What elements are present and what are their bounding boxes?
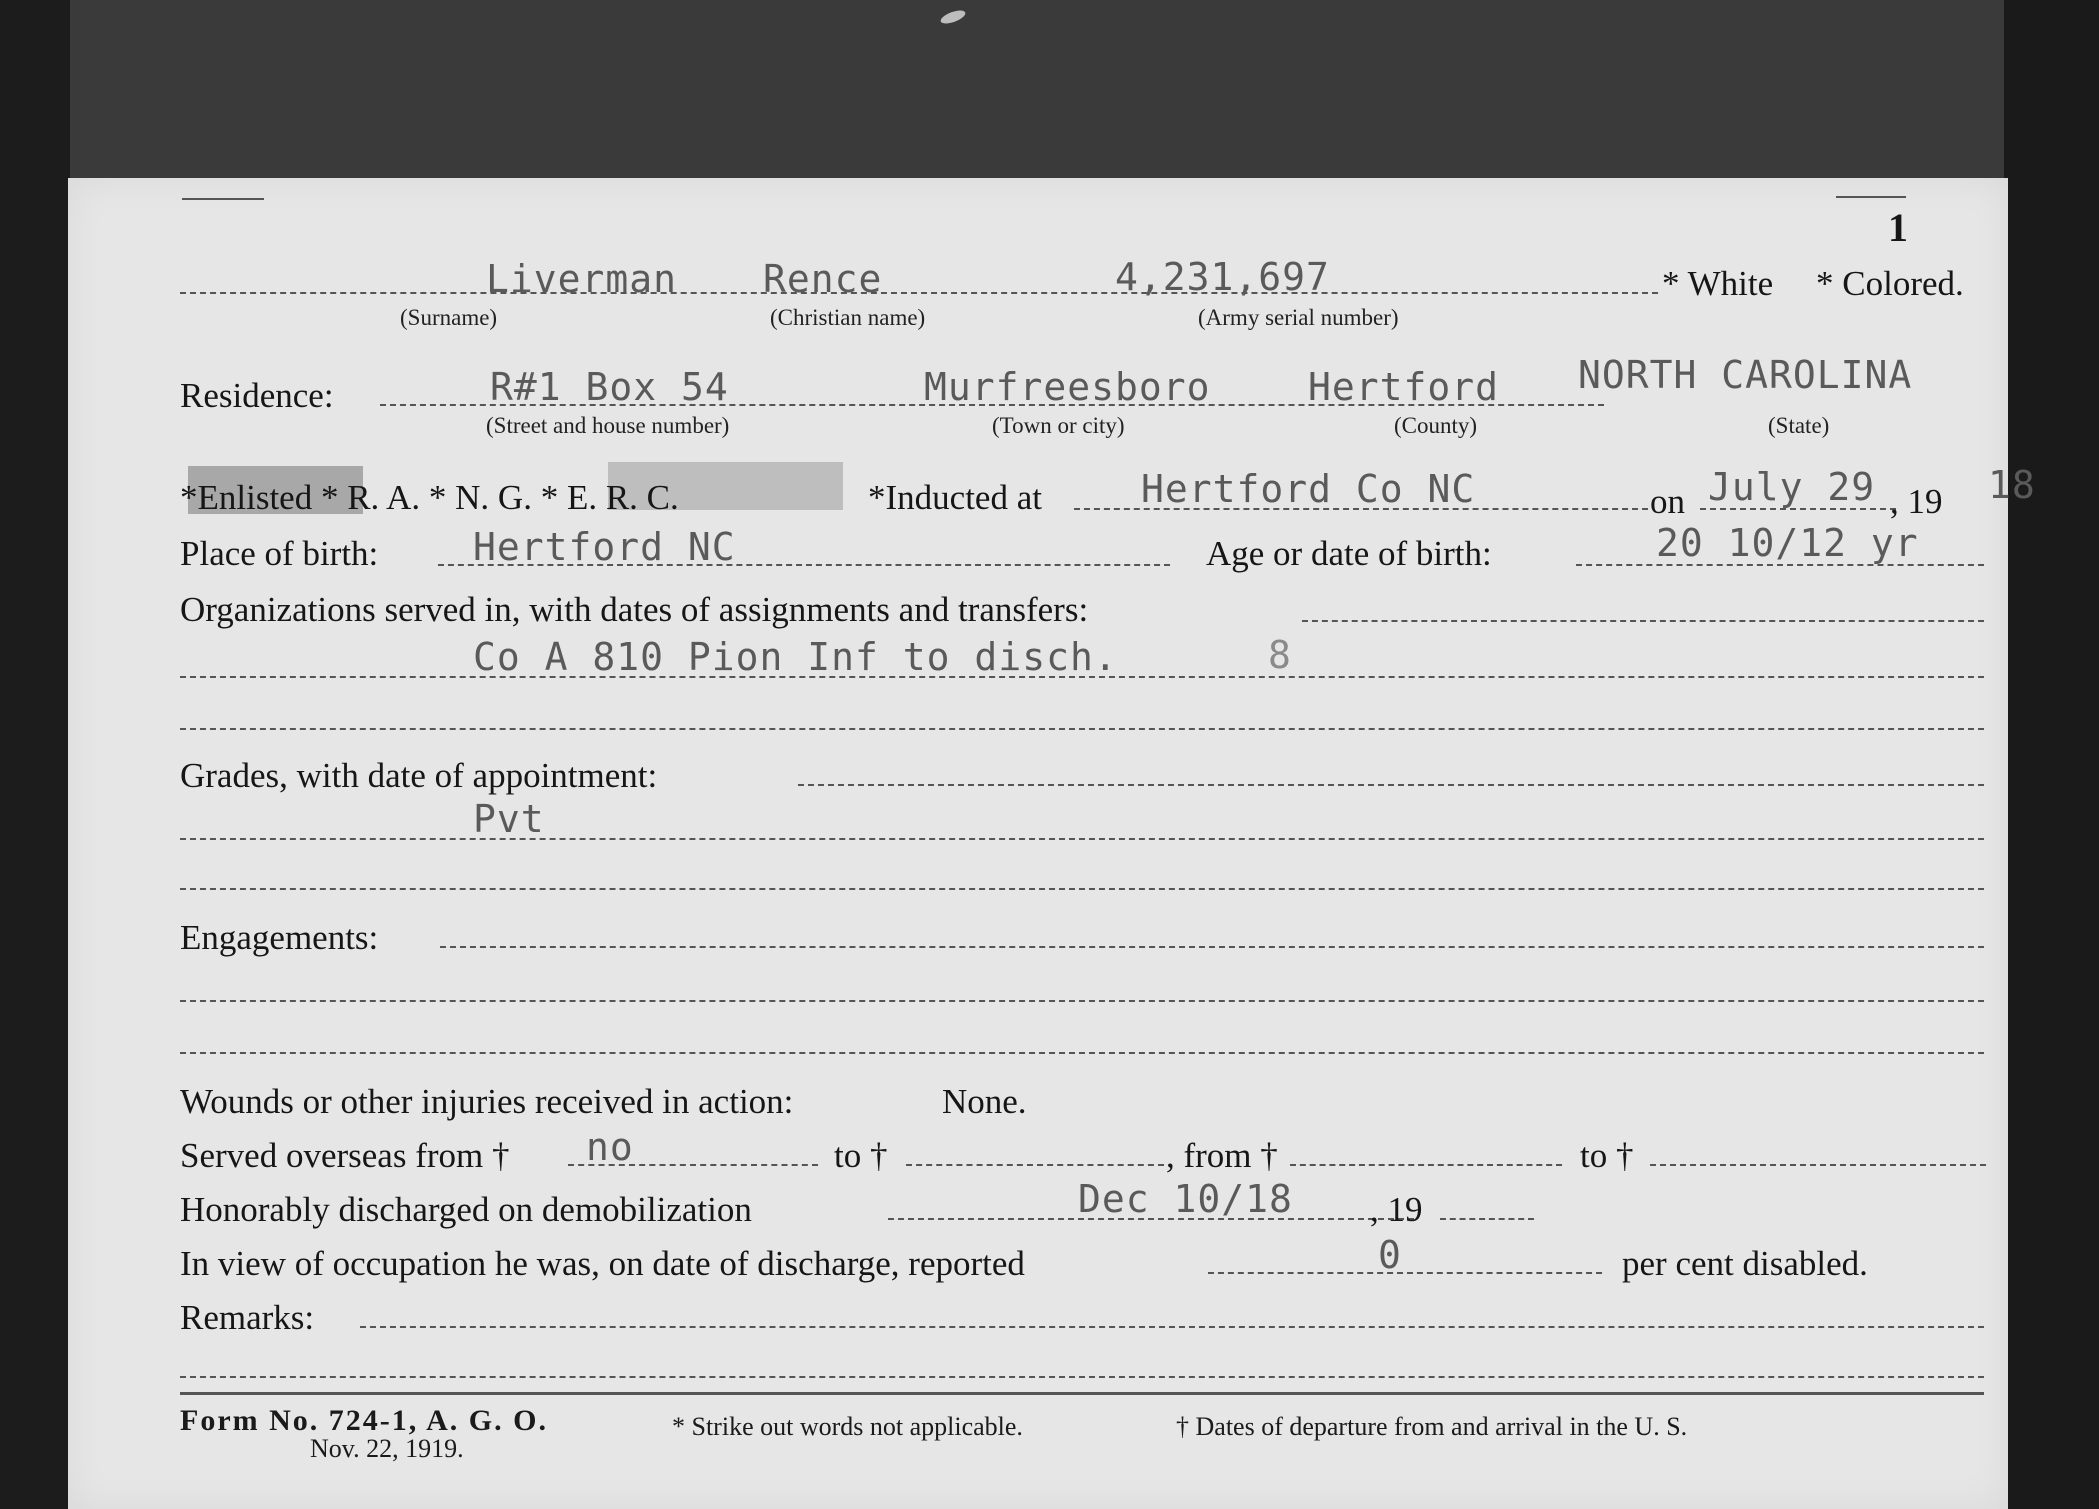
birth-place-label: Place of birth: (180, 534, 379, 573)
remarks-line-2 (180, 1376, 1984, 1378)
background-left-edge (0, 0, 70, 1509)
engagements-label: Engagements: (180, 918, 379, 957)
birth-place-value: Hertford NC (473, 525, 736, 569)
remarks-label: Remarks: (180, 1298, 315, 1337)
strike-note: * Strike out words not applicable. (672, 1412, 1023, 1441)
residence-street-value: R#1 Box 54 (490, 365, 729, 409)
inducted-label: *Inducted at (868, 478, 1042, 517)
overseas-from-label: Served overseas from † (180, 1136, 510, 1175)
disability-value: 0 (1378, 1233, 1402, 1277)
overseas-to2-line (1650, 1164, 1986, 1166)
residence-county-value: Hertford (1308, 365, 1500, 409)
dates-note: † Dates of departure from and arrival in the U. S. (1176, 1412, 1688, 1441)
age-value: 20 10/12 yr (1656, 521, 1919, 565)
top-right-rule (1836, 196, 1906, 198)
overseas-from2-label: , from † (1166, 1136, 1278, 1175)
organizations-label: Organizations served in, with dates of assignments and transfers: (180, 590, 1089, 629)
inducted-place-value: Hertford Co NC (1141, 467, 1476, 511)
engagements-line-3 (180, 1052, 1984, 1054)
serial-number-value: 4,231,697 (1115, 255, 1330, 299)
organizations-line-3 (180, 728, 1984, 730)
grades-entry: Pvt (473, 797, 545, 841)
colored-option: * Colored. (1816, 264, 1964, 303)
discharge-date-value: Dec 10/18 (1078, 1177, 1293, 1221)
residence-town-value: Murfreesboro (924, 365, 1211, 409)
name-line (180, 292, 1658, 294)
disability-suffix: per cent disabled. (1622, 1244, 1868, 1283)
service-record-card (68, 178, 2036, 1509)
top-left-rule (182, 198, 264, 200)
discharge-label: Honorably discharged on demobilization (180, 1190, 752, 1229)
christian-name-caption: (Christian name) (770, 305, 926, 330)
grades-line-2 (180, 838, 1984, 840)
age-label: Age or date of birth: (1206, 534, 1492, 573)
grades-label: Grades, with date of appointment: (180, 756, 658, 795)
overseas-to-label: to † (834, 1136, 888, 1175)
residence-label: Residence: (180, 376, 334, 415)
background-top (70, 0, 2004, 178)
street-caption: (Street and house number) (486, 413, 730, 438)
card-number: 1 (1888, 205, 1908, 250)
organizations-line-1 (1302, 620, 1984, 622)
surname-caption: (Surname) (400, 305, 498, 330)
state-caption: (State) (1768, 413, 1830, 438)
organizations-mark: 8 (1268, 633, 1292, 677)
county-caption: (County) (1394, 413, 1478, 438)
grades-line-1 (798, 784, 1984, 786)
town-caption: (Town or city) (992, 413, 1125, 438)
overseas-from-value: no (586, 1125, 634, 1169)
disability-line (1208, 1272, 1602, 1274)
remarks-line-1 (360, 1326, 1984, 1328)
surname-value: Liverman (486, 257, 678, 301)
inducted-date-value: July 29 (1708, 465, 1876, 509)
footer-rule (180, 1392, 1984, 1395)
background-right-edge (2004, 0, 2099, 1509)
organizations-entry: Co A 810 Pion Inf to disch. (473, 635, 1118, 679)
wounds-value: None. (942, 1082, 1027, 1121)
discharge-year-line (1440, 1218, 1534, 1220)
engagements-line-2 (180, 1000, 1984, 1002)
overseas-to-line (906, 1164, 1164, 1166)
inducted-year-value: 18 (1988, 463, 2036, 507)
residence-state-value: NORTH CAROLINA (1578, 353, 1913, 397)
form-number: Form No. 724-1, A. G. O. (180, 1404, 548, 1437)
on-label: on (1650, 482, 1685, 521)
wounds-label: Wounds or other injuries received in action: (180, 1082, 794, 1121)
engagements-line-1 (440, 946, 1984, 948)
serial-number-caption: (Army serial number) (1198, 305, 1399, 330)
grades-line-3 (180, 888, 1984, 890)
white-option: * White (1662, 264, 1774, 303)
overseas-to2-label: to † (1580, 1136, 1634, 1175)
form-date: Nov. 22, 1919. (310, 1434, 464, 1463)
inducted-year-prefix: , 19 (1890, 482, 1943, 521)
disability-label: In view of occupation he was, on date of discharge, reported (180, 1244, 1025, 1283)
overseas-from2-line (1290, 1164, 1562, 1166)
christian-name-value: Rence (763, 257, 883, 301)
enlistment-options: *Enlisted * R. A. * N. G. * E. R. C. (180, 478, 679, 517)
discharge-year-label: , 19 (1370, 1190, 1423, 1229)
